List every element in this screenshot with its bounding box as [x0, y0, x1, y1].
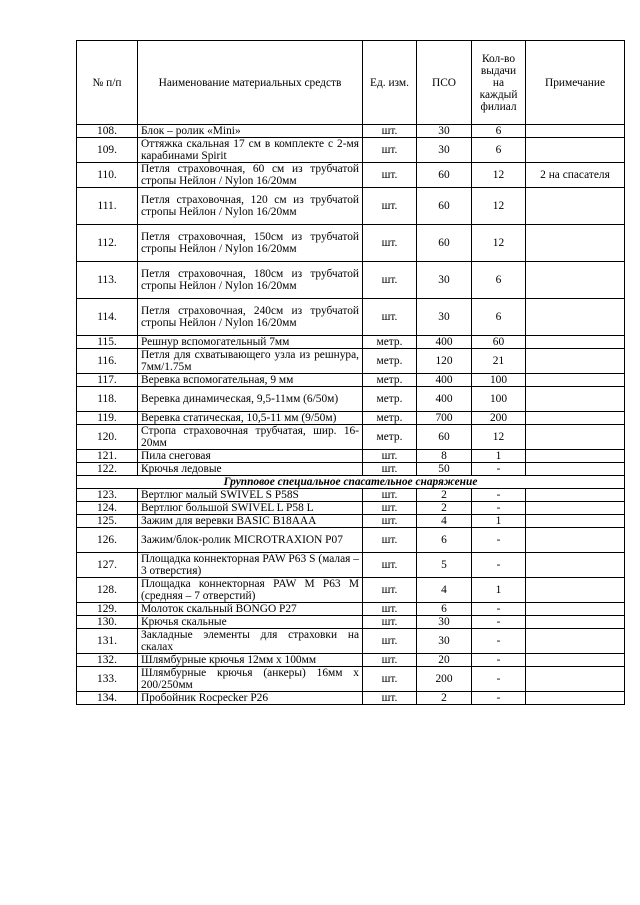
cell-note [526, 387, 625, 412]
cell-note [526, 603, 625, 616]
table-row [77, 616, 625, 629]
cell-qty: 100 [472, 374, 526, 387]
cell-name: Веревка динамическая, 9,5-11мм (6/50м) [138, 387, 363, 412]
cell-note [526, 489, 625, 502]
cell-name: Крючья скальные [138, 616, 363, 629]
cell-qty: - [472, 667, 526, 692]
cell-qty: 6 [472, 299, 526, 336]
cell-unit: метр. [363, 374, 417, 387]
cell-note [526, 553, 625, 578]
cell-pso: 20 [417, 654, 472, 667]
cell-unit: шт. [363, 125, 417, 138]
cell-qty: - [472, 553, 526, 578]
cell-note [526, 515, 625, 528]
cell-unit: шт. [363, 450, 417, 463]
cell-unit: шт. [363, 616, 417, 629]
cell-num: 110. [77, 163, 138, 188]
cell-num: 113. [77, 262, 138, 299]
cell-qty: - [472, 489, 526, 502]
cell-note [526, 667, 625, 692]
cell-pso: 6 [417, 528, 472, 553]
cell-pso: 4 [417, 578, 472, 603]
cell-name: Петля для схватывающего узла из решнура, 7мм/1.75м [138, 349, 363, 374]
cell-pso: 120 [417, 349, 472, 374]
table-row [77, 138, 625, 163]
table-row [77, 425, 625, 450]
cell-note [526, 629, 625, 654]
cell-name: Блок – ролик «Mini» [138, 125, 363, 138]
cell-pso: 60 [417, 188, 472, 225]
cell-note [526, 138, 625, 163]
cell-qty: - [472, 692, 526, 705]
table-row [77, 387, 625, 412]
cell-name: Закладные элементы для страховки на скалах [138, 629, 363, 654]
cell-unit: метр. [363, 349, 417, 374]
cell-qty: 21 [472, 349, 526, 374]
cell-name: Петля страховочная, 180см из трубчатой стропы Нейлон / Nylon 16/20мм [138, 262, 363, 299]
table-row [77, 515, 625, 528]
cell-name: Площадка коннекторная PAW M P63 M (средняя – 7 отверстий) [138, 578, 363, 603]
table-body [77, 125, 625, 705]
cell-note [526, 528, 625, 553]
cell-unit: шт. [363, 603, 417, 616]
cell-note [526, 299, 625, 336]
cell-pso: 30 [417, 262, 472, 299]
cell-unit: шт. [363, 515, 417, 528]
cell-pso: 400 [417, 374, 472, 387]
cell-unit: шт. [363, 163, 417, 188]
cell-num: 109. [77, 138, 138, 163]
header-name: Наименование материальных средств [138, 41, 363, 125]
cell-num: 111. [77, 188, 138, 225]
table-row [77, 225, 625, 262]
cell-pso: 200 [417, 667, 472, 692]
cell-num: 118. [77, 387, 138, 412]
cell-unit: шт. [363, 528, 417, 553]
cell-note [526, 262, 625, 299]
table-row [77, 188, 625, 225]
header-unit: Ед. изм. [363, 41, 417, 125]
cell-name: Оттяжка скальная 17 см в комплекте с 2-мя карабинами Spirit [138, 138, 363, 163]
cell-name: Зажим/блок-ролик MICROTRAXION P07 [138, 528, 363, 553]
section-row [77, 476, 625, 489]
cell-pso: 2 [417, 692, 472, 705]
header-pso: ПСО [417, 41, 472, 125]
cell-unit: шт. [363, 489, 417, 502]
cell-qty: - [472, 502, 526, 515]
cell-unit: шт. [363, 299, 417, 336]
cell-name: Веревка вспомогательная, 9 мм [138, 374, 363, 387]
cell-num: 114. [77, 299, 138, 336]
cell-pso: 60 [417, 425, 472, 450]
cell-name: Веревка статическая, 10,5-11 мм (9/50м) [138, 412, 363, 425]
header-qty: Кол-во выдачи на каждый филиал [472, 41, 526, 125]
cell-unit: шт. [363, 578, 417, 603]
cell-unit: метр. [363, 425, 417, 450]
cell-pso: 50 [417, 463, 472, 476]
cell-pso: 30 [417, 616, 472, 629]
cell-unit: шт. [363, 262, 417, 299]
cell-num: 112. [77, 225, 138, 262]
equipment-table-page [76, 40, 624, 705]
cell-qty: 1 [472, 578, 526, 603]
cell-name: Петля страховочная, 60 см из трубчатой стропы Нейлон / Nylon 16/20мм [138, 163, 363, 188]
cell-num: 116. [77, 349, 138, 374]
table-row [77, 374, 625, 387]
cell-unit: шт. [363, 553, 417, 578]
cell-note: 2 на спасателя [526, 163, 625, 188]
cell-pso: 400 [417, 336, 472, 349]
cell-name: Пила снеговая [138, 450, 363, 463]
header-num: № п/п [77, 41, 138, 125]
cell-qty: 12 [472, 188, 526, 225]
cell-name: Вертлюг малый SWIVEL S P58S [138, 489, 363, 502]
table-row [77, 336, 625, 349]
cell-pso: 30 [417, 629, 472, 654]
table-row [77, 163, 625, 188]
cell-note [526, 349, 625, 374]
cell-pso: 400 [417, 387, 472, 412]
header-note: Примечание [526, 41, 625, 125]
cell-pso: 6 [417, 603, 472, 616]
cell-name: Зажим для веревки BASIC B18AAA [138, 515, 363, 528]
cell-pso: 60 [417, 225, 472, 262]
table-row [77, 692, 625, 705]
equipment-table [76, 40, 625, 705]
cell-name: Молоток скальный BONGO P27 [138, 603, 363, 616]
table-row [77, 463, 625, 476]
cell-name: Петля страховочная, 240см из трубчатой стропы Нейлон / Nylon 16/20мм [138, 299, 363, 336]
cell-num: 133. [77, 667, 138, 692]
cell-num: 122. [77, 463, 138, 476]
table-row [77, 654, 625, 667]
cell-num: 123. [77, 489, 138, 502]
cell-num: 120. [77, 425, 138, 450]
cell-name: Стропа страховочная трубчатая, шир. 16-20мм [138, 425, 363, 450]
cell-note [526, 463, 625, 476]
cell-num: 121. [77, 450, 138, 463]
section-title: Групповое специальное спасательное снаряжение [77, 476, 625, 489]
cell-num: 132. [77, 654, 138, 667]
cell-pso: 8 [417, 450, 472, 463]
cell-name: Петля страховочная, 120 см из трубчатой стропы Нейлон / Nylon 16/20мм [138, 188, 363, 225]
cell-num: 129. [77, 603, 138, 616]
cell-note [526, 502, 625, 515]
cell-qty: - [472, 654, 526, 667]
table-row [77, 489, 625, 502]
cell-note [526, 125, 625, 138]
cell-name: Площадка коннекторная PAW P63 S (малая – 3 отверстия) [138, 553, 363, 578]
cell-qty: 1 [472, 450, 526, 463]
cell-qty: - [472, 463, 526, 476]
cell-note [526, 412, 625, 425]
cell-qty: 1 [472, 515, 526, 528]
cell-pso: 5 [417, 553, 472, 578]
cell-num: 117. [77, 374, 138, 387]
cell-qty: - [472, 629, 526, 654]
table-row [77, 578, 625, 603]
cell-name: Петля страховочная, 150см из трубчатой стропы Нейлон / Nylon 16/20мм [138, 225, 363, 262]
cell-num: 134. [77, 692, 138, 705]
cell-note [526, 692, 625, 705]
table-row [77, 553, 625, 578]
cell-pso: 30 [417, 299, 472, 336]
table-row [77, 603, 625, 616]
cell-pso: 4 [417, 515, 472, 528]
cell-name: Решнур вспомогательный 7мм [138, 336, 363, 349]
cell-qty: 12 [472, 163, 526, 188]
cell-unit: метр. [363, 336, 417, 349]
cell-name: Шлямбурные крючья (анкеры) 16мм х 200/250мм [138, 667, 363, 692]
cell-num: 108. [77, 125, 138, 138]
cell-unit: шт. [363, 188, 417, 225]
cell-qty: 60 [472, 336, 526, 349]
cell-pso: 2 [417, 502, 472, 515]
cell-qty: 12 [472, 225, 526, 262]
cell-note [526, 450, 625, 463]
table-row [77, 262, 625, 299]
cell-qty: 100 [472, 387, 526, 412]
cell-unit: шт. [363, 629, 417, 654]
cell-unit: шт. [363, 654, 417, 667]
table-row [77, 629, 625, 654]
cell-qty: - [472, 616, 526, 629]
table-row [77, 349, 625, 374]
cell-qty: 12 [472, 425, 526, 450]
cell-qty: 6 [472, 125, 526, 138]
cell-note [526, 616, 625, 629]
cell-note [526, 336, 625, 349]
cell-pso: 60 [417, 163, 472, 188]
cell-pso: 700 [417, 412, 472, 425]
cell-num: 128. [77, 578, 138, 603]
cell-num: 131. [77, 629, 138, 654]
cell-name: Вертлюг большой SWIVEL L P58 L [138, 502, 363, 515]
cell-num: 119. [77, 412, 138, 425]
cell-unit: шт. [363, 667, 417, 692]
cell-num: 127. [77, 553, 138, 578]
cell-unit: шт. [363, 225, 417, 262]
cell-num: 115. [77, 336, 138, 349]
cell-qty: 200 [472, 412, 526, 425]
cell-num: 126. [77, 528, 138, 553]
table-row [77, 125, 625, 138]
cell-note [526, 225, 625, 262]
table-row [77, 450, 625, 463]
table-header-row [77, 41, 625, 125]
cell-note [526, 374, 625, 387]
cell-note [526, 654, 625, 667]
cell-qty: - [472, 603, 526, 616]
cell-qty: 6 [472, 262, 526, 299]
cell-note [526, 425, 625, 450]
cell-unit: шт. [363, 692, 417, 705]
cell-qty: - [472, 528, 526, 553]
cell-name: Крючья ледовые [138, 463, 363, 476]
table-row [77, 667, 625, 692]
cell-qty: 6 [472, 138, 526, 163]
cell-pso: 30 [417, 125, 472, 138]
cell-num: 125. [77, 515, 138, 528]
cell-unit: метр. [363, 387, 417, 412]
cell-pso: 30 [417, 138, 472, 163]
cell-unit: метр. [363, 412, 417, 425]
table-row [77, 528, 625, 553]
cell-note [526, 578, 625, 603]
cell-num: 124. [77, 502, 138, 515]
cell-num: 130. [77, 616, 138, 629]
cell-unit: шт. [363, 138, 417, 163]
cell-pso: 2 [417, 489, 472, 502]
cell-name: Шлямбурные крючья 12мм х 100мм [138, 654, 363, 667]
cell-unit: шт. [363, 502, 417, 515]
table-row [77, 299, 625, 336]
cell-unit: шт. [363, 463, 417, 476]
table-row [77, 502, 625, 515]
cell-note [526, 188, 625, 225]
table-row [77, 412, 625, 425]
cell-name: Пробойник Rocpecker P26 [138, 692, 363, 705]
